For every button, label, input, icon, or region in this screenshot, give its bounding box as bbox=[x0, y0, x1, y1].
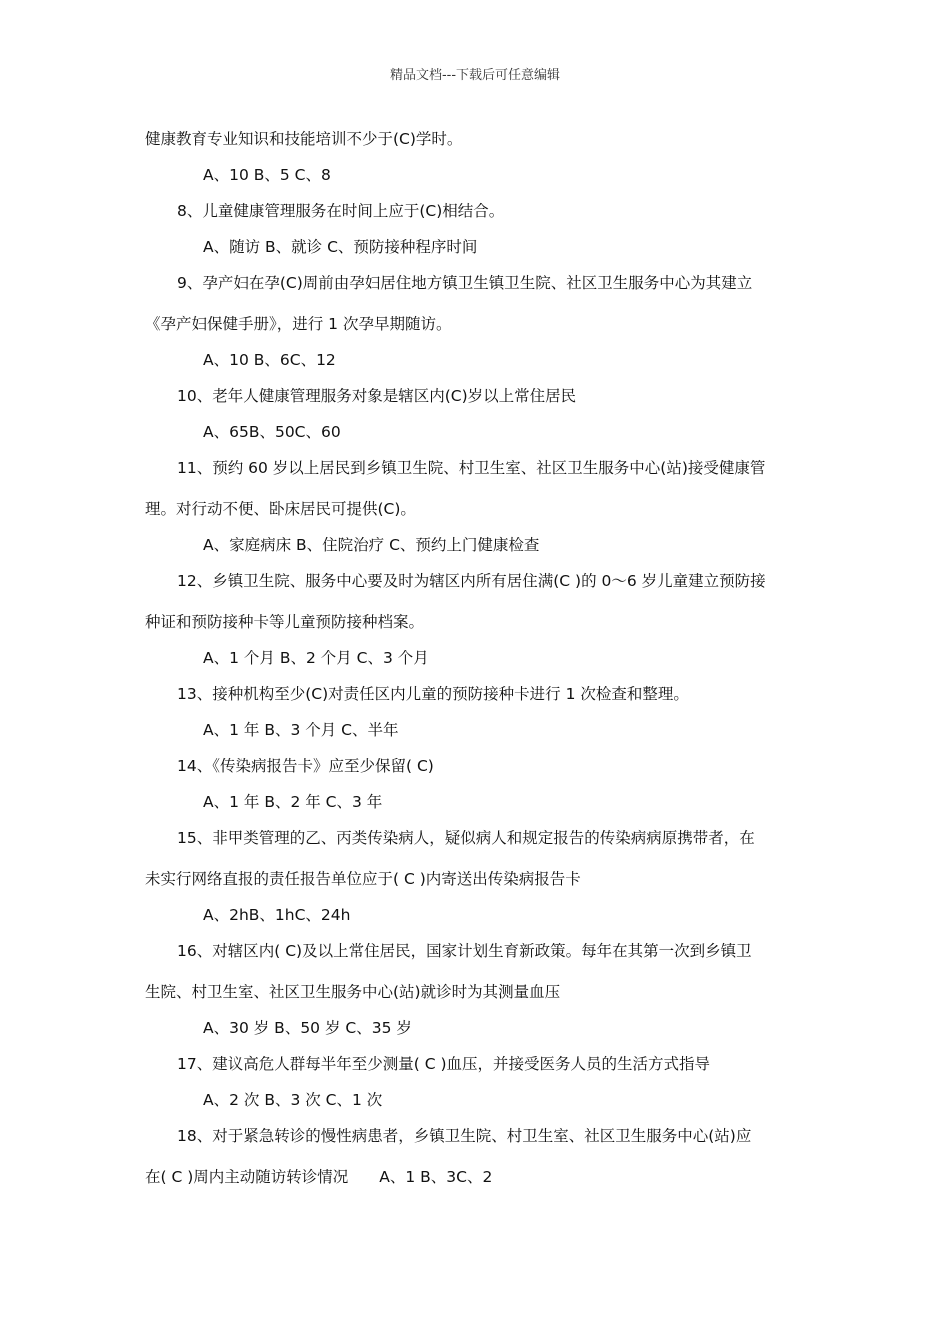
option-line: A、随访 B、就诊 C、预防接种程序时间 bbox=[203, 238, 478, 256]
question-line: 8、儿童健康管理服务在时间上应于(C)相结合。 bbox=[177, 202, 505, 220]
text-line: 种证和预防接种卡等儿童预防接种档案。 bbox=[145, 613, 425, 631]
question-line: 13、接种机构至少(C)对责任区内儿童的预防接种卡进行 1 次检查和整理。 bbox=[177, 685, 689, 703]
question-line: 16、对辖区内( C)及以上常住居民，国家计划生育新政策。每年在其第一次到乡镇卫 bbox=[177, 942, 752, 960]
option-line: A、1 年 B、3 个月 C、半年 bbox=[203, 721, 399, 739]
question-line: 18、对于紧急转诊的慢性病患者，乡镇卫生院、村卫生室、社区卫生服务中心(站)应 bbox=[177, 1127, 752, 1145]
question-line: 9、孕产妇在孕(C)周前由孕妇居住地方镇卫生镇卫生院、社区卫生服务中心为其建立 bbox=[177, 274, 753, 292]
question-line: 10、老年人健康管理服务对象是辖区内(C)岁以上常住居民 bbox=[177, 387, 577, 405]
option-line: A、家庭病床 B、住院治疗 C、预约上门健康检查 bbox=[203, 536, 540, 554]
option-line: A、1 个月 B、2 个月 C、3 个月 bbox=[203, 649, 429, 667]
question-line: 14、《传染病报告卡》应至少保留( C) bbox=[177, 757, 434, 775]
question-line: 11、预约 60 岁以上居民到乡镇卫生院、村卫生室、社区卫生服务中心(站)接受健康管 bbox=[177, 459, 766, 477]
question-line: 12、乡镇卫生院、服务中心要及时为辖区内所有居住满(C )的 0～6 岁儿童建立预防接 bbox=[177, 572, 766, 590]
option-line: A、2hB、1hC、24h bbox=[203, 906, 351, 924]
question-line: 15、非甲类管理的乙、丙类传染病人，疑似病人和规定报告的传染病病原携带者，在 bbox=[177, 829, 755, 847]
text-line: 生院、村卫生室、社区卫生服务中心(站)就诊时为其测量血压 bbox=[145, 983, 561, 1001]
option-line: A、2 次 B、3 次 C、1 次 bbox=[203, 1091, 383, 1109]
text-line: 健康教育专业知识和技能培训不少于(C)学时。 bbox=[145, 130, 463, 148]
question-line: 17、建议高危人群每半年至少测量( C )血压，并接受医务人员的生活方式指导 bbox=[177, 1055, 710, 1073]
option-line: A、10 B、5 C、8 bbox=[203, 166, 331, 184]
text-line: 《孕产妇保健手册》，进行 1 次孕早期随访。 bbox=[145, 315, 452, 333]
option-line: A、65B、50C、60 bbox=[203, 423, 341, 441]
option-line: A、30 岁 B、50 岁 C、35 岁 bbox=[203, 1019, 412, 1037]
text-line: 理。对行动不便、卧床居民可提供(C)。 bbox=[145, 500, 416, 518]
text-line: 在( C )周内主动随访转诊情况 A、1 B、3C、2 bbox=[145, 1168, 493, 1186]
option-line: A、1 年 B、2 年 C、3 年 bbox=[203, 793, 383, 811]
option-line: A、10 B、6C、12 bbox=[203, 351, 336, 369]
text-line: 未实行网络直报的责任报告单位应于( C )内寄送出传染病报告卡 bbox=[145, 870, 581, 888]
page-header: 精品文档---下载后可任意编辑 bbox=[389, 68, 561, 83]
